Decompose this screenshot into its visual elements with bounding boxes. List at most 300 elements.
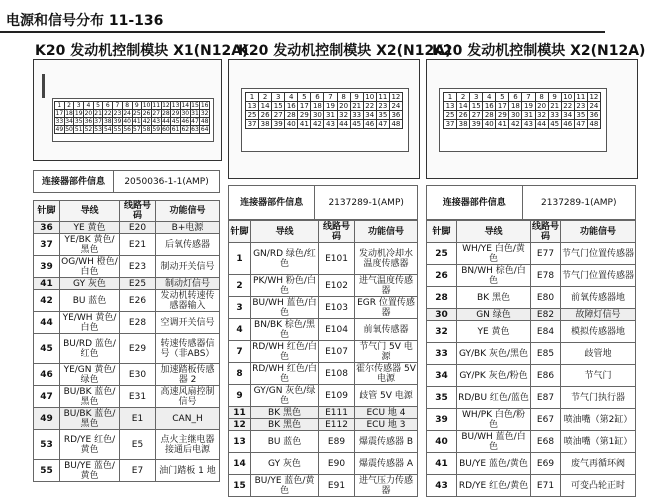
pin-cell: 2 — [457, 93, 470, 102]
function-signal: EGR 位置传感器 — [355, 297, 418, 319]
pin-number: 8 — [229, 363, 251, 385]
table-row — [427, 453, 636, 475]
pin-cell: 27 — [152, 110, 161, 117]
connector-x2-title-continued: K20 发动机控制模块 X2(N12A) — [432, 43, 645, 59]
pin-cell: 21 — [548, 102, 561, 111]
pin-cell: 13 — [444, 102, 457, 111]
connector-info-label: 连接器部件信息 — [34, 171, 114, 193]
wire-color: BN/WH 棕色/白色 — [457, 265, 531, 287]
pin-cell: 44 — [337, 120, 350, 129]
table-row — [229, 475, 418, 497]
pin-cell: 42 — [142, 118, 151, 125]
pin-cell: 47 — [574, 120, 587, 129]
pin-number: 26 — [427, 265, 457, 287]
connector-x1-info — [33, 170, 220, 193]
pin-number: 39 — [427, 409, 457, 431]
pin-cell: 48 — [389, 120, 402, 129]
table-row — [229, 385, 418, 407]
pin-number: 12 — [229, 419, 251, 431]
pin-number: 14 — [229, 453, 251, 475]
pin-cell: 9 — [132, 102, 142, 110]
pin-cell: 54 — [103, 126, 112, 133]
pin-cell: 23 — [376, 102, 389, 111]
table-row — [427, 321, 636, 343]
wire-color: WH/YE 白色/黄色 — [457, 243, 531, 265]
circuit-number: E85 — [531, 343, 561, 365]
circuit-number: E69 — [531, 453, 561, 475]
pin-number: 35 — [427, 387, 457, 409]
circuit-number: E5 — [120, 430, 156, 460]
function-signal: 节气门 5V 电源 — [355, 341, 418, 363]
pin-number: 3 — [229, 297, 251, 319]
pin-cell: 39 — [113, 118, 122, 125]
wire-color: YE/GN 黄色/绿色 — [60, 364, 120, 386]
pin-cell: 16 — [200, 102, 209, 109]
pin-cell: 15 — [470, 102, 483, 111]
table-row — [34, 222, 220, 234]
pin-cell: 49 — [55, 126, 64, 133]
pin-cell: 28 — [285, 111, 298, 120]
table-row — [229, 297, 418, 319]
circuit-number: E86 — [531, 365, 561, 387]
pin-cell: 50 — [65, 126, 73, 133]
wire-color: GN 绿色 — [457, 309, 531, 321]
pin-cell: 46 — [363, 120, 376, 129]
pin-number: 41 — [34, 278, 60, 290]
pin-number: 34 — [427, 365, 457, 387]
function-signal: 油门踏板 1 地 — [156, 460, 220, 482]
pin-cell: 51 — [74, 126, 83, 133]
wire-color: BU/WH 蓝色/白色 — [457, 431, 531, 453]
pin-cell: 64 — [200, 126, 209, 133]
wire-color: BU/BK 蓝色/黑色 — [60, 386, 120, 408]
pin-cell: 38 — [457, 120, 470, 129]
pin-cell: 42 — [509, 120, 522, 129]
pin-cell: 17 — [55, 110, 64, 117]
pin-cell: 11 — [376, 93, 389, 102]
pin-cell: 11 — [574, 93, 587, 102]
connector-x1-pin-table — [33, 200, 220, 482]
pin-cell: 7 — [522, 93, 535, 102]
connector-x2-panel-continued — [426, 40, 645, 491]
circuit-number: E112 — [319, 419, 355, 431]
table-row — [34, 290, 220, 312]
function-signal: 高速风扇控制信号 — [156, 386, 220, 408]
function-signal: 发动机冷却水温度传感器 — [355, 243, 418, 275]
connector-x2-diagram — [228, 59, 420, 179]
pin-cell: 23 — [574, 102, 587, 111]
circuit-number: E109 — [319, 385, 355, 407]
circuit-number: E90 — [319, 453, 355, 475]
pin-number: 30 — [427, 309, 457, 321]
function-signal: 前氧传感器地 — [561, 287, 636, 309]
table-row — [229, 275, 418, 297]
circuit-number: E84 — [531, 321, 561, 343]
column-header: 线路号码 — [120, 201, 156, 222]
wire-color: GY/BK 灰色/黑色 — [457, 343, 531, 365]
pin-cell: 17 — [298, 102, 311, 111]
pin-cell: 26 — [457, 111, 470, 120]
pin-cell: 29 — [171, 110, 180, 117]
function-signal: 进气温度传感器 — [355, 275, 418, 297]
pin-cell: 8 — [337, 93, 350, 102]
pin-cell: 6 — [103, 102, 113, 110]
pin-cell: 28 — [162, 110, 170, 117]
pin-cell: 30 — [181, 110, 190, 117]
pin-cell: 26 — [142, 110, 151, 117]
pin-cell: 19 — [324, 102, 337, 111]
pin-cell: 8 — [122, 102, 132, 110]
connector-x1-panel — [33, 40, 249, 486]
wire-color: RD/YE 红色/黄色 — [457, 475, 531, 497]
pin-cell: 31 — [324, 111, 337, 120]
pin-cell: 41 — [298, 120, 311, 129]
pin-cell: 43 — [152, 118, 161, 125]
pin-cell: 7 — [113, 102, 123, 110]
wire-color: YE 黄色 — [457, 321, 531, 343]
pin-number: 2 — [229, 275, 251, 297]
pin-cell: 22 — [103, 110, 112, 117]
function-signal: 前氧传感器 — [355, 319, 418, 341]
pin-cell: 18 — [509, 102, 522, 111]
function-signal: 节气门 — [561, 365, 636, 387]
function-signal: 节气门位置传感器 — [561, 265, 636, 287]
circuit-number: E77 — [531, 243, 561, 265]
pin-number: 40 — [427, 431, 457, 453]
pin-cell: 1 — [444, 93, 457, 102]
column-header: 功能信号 — [156, 201, 220, 222]
pin-cell: 9 — [350, 93, 363, 102]
pin-number: 32 — [427, 321, 457, 343]
wire-color: BU/BK 蓝色/黑色 — [60, 408, 120, 430]
table-row — [229, 243, 418, 275]
function-signal: 节气门执行器 — [561, 387, 636, 409]
connector-x1-title: K20 发动机控制模块 X1(N12A) — [35, 43, 249, 59]
table-row — [229, 407, 418, 419]
pin-number: 49 — [34, 408, 60, 430]
function-signal: 喷油嘴（第2缸） — [561, 409, 636, 431]
connector-x2-title: K20 发动机控制模块 X2(N12A) — [238, 43, 452, 59]
function-signal: 喷油嘴（第1缸） — [561, 431, 636, 453]
pin-cell: 33 — [548, 111, 561, 120]
pin-cell: 3 — [272, 93, 285, 102]
connector-info-label: 连接器部件信息 — [229, 186, 315, 220]
connector-info-label: 连接器部件信息 — [427, 186, 523, 220]
pin-cell: 47 — [376, 120, 389, 129]
wire-color: BU/YE 蓝色/黄色 — [251, 475, 319, 497]
wire-color: BU/WH 蓝色/白色 — [252, 297, 317, 318]
connector-part-number: 2137289-1(AMP) — [522, 186, 636, 220]
pin-cell: 4 — [483, 93, 496, 102]
pin-cell: 41 — [496, 120, 509, 129]
pin-cell: 21 — [94, 110, 102, 117]
table-row — [427, 243, 636, 265]
column-header: 功能信号 — [561, 221, 636, 243]
pin-cell: 29 — [298, 111, 311, 120]
pin-cell: 14 — [181, 102, 190, 109]
wire-color: BU/YE 蓝色/黄色 — [457, 453, 531, 475]
pin-cell: 16 — [285, 102, 298, 111]
wire-color: BU/YE 蓝色/黄色 — [60, 460, 120, 482]
pin-cell: 12 — [389, 93, 402, 102]
wire-color: GY/PK 灰色/粉色 — [457, 365, 531, 387]
table-row — [427, 409, 636, 431]
pin-cell: 44 — [535, 120, 548, 129]
circuit-number: E21 — [120, 234, 156, 256]
column-header: 功能信号 — [355, 221, 418, 243]
table-row — [34, 256, 220, 278]
column-header: 导线 — [457, 221, 531, 243]
wire-color: YE/BK 黄色/黑色 — [60, 234, 120, 256]
wire-color: RD/WH 红色/白色 — [252, 341, 317, 362]
wire-color: RD/BU 红色/蓝色 — [457, 387, 531, 409]
pin-number: 33 — [427, 343, 457, 365]
circuit-number: E68 — [531, 431, 561, 453]
pin-cell: 5 — [298, 93, 311, 102]
pin-cell: 13 — [171, 102, 180, 109]
pin-number: 37 — [34, 234, 60, 256]
table-row — [427, 287, 636, 309]
column-header: 线路号码 — [532, 221, 560, 242]
pin-cell: 17 — [496, 102, 509, 111]
function-signal: 歧管地 — [561, 343, 636, 365]
pin-cell: 63 — [191, 126, 199, 133]
pin-cell: 35 — [74, 118, 83, 125]
pin-number: 4 — [229, 319, 251, 341]
circuit-number: E78 — [531, 265, 561, 287]
pin-cell: 35 — [574, 111, 587, 120]
pin-cell: 37 — [246, 120, 259, 129]
column-header: 针脚 — [427, 221, 457, 243]
pin-cell: 24 — [587, 102, 600, 111]
wire-color: BU 蓝色 — [251, 431, 319, 453]
pin-cell: 40 — [483, 120, 496, 129]
wire-color: RD/YE 红色/黄色 — [60, 430, 120, 460]
pin-cell: 37 — [94, 118, 102, 125]
circuit-number: E29 — [120, 334, 156, 364]
pin-cell: 20 — [84, 110, 93, 117]
pin-cell: 56 — [123, 126, 131, 133]
table-row — [427, 343, 636, 365]
circuit-number: E20 — [120, 222, 156, 234]
connector-x2-pin-table-continued — [426, 220, 636, 497]
pin-cell: 48 — [587, 120, 600, 129]
header-divider — [0, 31, 605, 33]
function-signal: 后氧传感器 — [156, 234, 220, 256]
wire-color: WH/PK 白色/粉色 — [457, 409, 531, 431]
function-signal: ECU 地 3 — [355, 419, 418, 431]
pin-cell: 57 — [133, 126, 141, 133]
function-signal: 制动灯信号 — [156, 278, 220, 290]
pin-cell: 43 — [324, 120, 337, 129]
pin-cell: 36 — [84, 118, 93, 125]
pin-cell: 18 — [311, 102, 324, 111]
pin-number: 7 — [229, 341, 251, 363]
table-row — [427, 309, 636, 321]
pin-cell: 46 — [181, 118, 190, 125]
pin-cell: 29 — [496, 111, 509, 120]
pin-cell: 5 — [93, 102, 103, 110]
pin-cell: 25 — [246, 111, 259, 120]
wire-color: BN/BK 棕色/黑色 — [251, 319, 319, 341]
column-header: 针脚 — [229, 221, 251, 243]
pin-cell: 34 — [561, 111, 574, 120]
wire-color: BU 蓝色 — [60, 290, 120, 312]
pin-cell: 38 — [103, 118, 112, 125]
wire-color: BK 黑色 — [457, 287, 531, 309]
function-signal: 转速传感器信号（非ABS） — [156, 334, 220, 364]
function-signal: 故障灯信号 — [561, 309, 636, 321]
function-signal: 加速踏板传感器 2 — [156, 364, 220, 386]
pin-cell: 12 — [162, 102, 170, 109]
pin-cell: 61 — [171, 126, 180, 133]
pin-number: 1 — [229, 243, 251, 275]
pin-number: 15 — [229, 475, 251, 497]
pin-number: 41 — [427, 453, 457, 475]
circuit-number: E1 — [120, 408, 156, 430]
table-row — [427, 265, 636, 287]
pin-number: 9 — [229, 385, 251, 407]
wire-color: GN/RD 绿色/红色 — [251, 243, 319, 275]
wire-color: OG/WH 橙色/白色 — [61, 256, 118, 277]
column-header: 线路号码 — [319, 221, 355, 243]
pin-cell: 26 — [259, 111, 272, 120]
function-signal: 进气压力传感器 — [355, 475, 418, 497]
pin-number: 28 — [427, 287, 457, 309]
circuit-number: E111 — [319, 407, 355, 419]
pin-cell: 52 — [84, 126, 93, 133]
pin-cell: 25 — [444, 111, 457, 120]
circuit-number: E25 — [120, 278, 156, 290]
pin-cell: 4 — [285, 93, 298, 102]
function-signal: 歧管 5V 电源 — [355, 385, 418, 407]
connector-x2-diagram-continued — [426, 59, 638, 179]
pin-cell: 3 — [470, 93, 483, 102]
table-row — [229, 363, 418, 385]
pin-cell: 15 — [272, 102, 285, 111]
table-row — [34, 408, 220, 430]
pin-cell: 36 — [587, 111, 600, 120]
pin-cell: 6 — [509, 93, 522, 102]
pin-cell: 10 — [142, 102, 151, 109]
pin-cell: 46 — [561, 120, 574, 129]
pin-cell: 9 — [548, 93, 561, 102]
pin-cell: 41 — [133, 118, 141, 125]
pin-cell: 4 — [84, 102, 94, 110]
pin-cell: 10 — [561, 93, 574, 102]
pin-cell: 13 — [246, 102, 259, 111]
pin-cell: 12 — [587, 93, 600, 102]
table-row — [229, 431, 418, 453]
pin-number: 13 — [229, 431, 251, 453]
circuit-number: E102 — [319, 275, 355, 297]
circuit-number: E91 — [319, 475, 355, 497]
pin-cell: 55 — [113, 126, 122, 133]
pin-number: 36 — [34, 222, 60, 234]
pin-cell: 18 — [65, 110, 73, 117]
table-row — [34, 234, 220, 256]
wire-color: GY 灰色 — [251, 453, 319, 475]
pin-number: 43 — [427, 475, 457, 497]
pin-number: 47 — [34, 386, 60, 408]
table-row — [34, 278, 220, 290]
pin-cell: 40 — [285, 120, 298, 129]
connector-part-number: 2050036-1-1(AMP) — [114, 171, 220, 193]
pin-cell: 19 — [522, 102, 535, 111]
connector-x2-pin-grid-continued — [443, 92, 601, 129]
connector-x2-info-continued — [426, 185, 636, 220]
pin-cell: 25 — [133, 110, 141, 117]
pin-cell: 35 — [376, 111, 389, 120]
pin-cell: 1 — [246, 93, 259, 102]
pin-cell: 7 — [324, 93, 337, 102]
connector-x1-diagram — [33, 59, 222, 161]
table-row — [229, 453, 418, 475]
pin-cell: 37 — [444, 120, 457, 129]
pin-cell: 23 — [113, 110, 122, 117]
pin-cell: 45 — [171, 118, 180, 125]
page-header: 电源和信号分布 11-136 — [6, 13, 164, 29]
pin-number: 39 — [34, 256, 60, 278]
table-row — [229, 319, 418, 341]
table-row — [229, 419, 418, 431]
function-signal: 节气门位置传感器 — [561, 243, 636, 265]
function-signal: ECU 地 4 — [355, 407, 418, 419]
pin-cell: 60 — [162, 126, 170, 133]
pin-cell: 43 — [522, 120, 535, 129]
pin-cell: 34 — [65, 118, 73, 125]
pin-cell: 30 — [509, 111, 522, 120]
circuit-number: E31 — [120, 386, 156, 408]
pin-cell: 28 — [483, 111, 496, 120]
wire-color: BK 黑色 — [251, 419, 319, 431]
pin-cell: 14 — [259, 102, 272, 111]
function-signal: B+电源 — [156, 222, 220, 234]
wire-color: RD/WH 红色/白色 — [252, 363, 317, 384]
circuit-number: E71 — [531, 475, 561, 497]
pin-cell: 6 — [311, 93, 324, 102]
pin-number: 44 — [34, 312, 60, 334]
pin-cell: 42 — [311, 120, 324, 129]
wire-color: PK/WH 粉色/白色 — [251, 275, 319, 297]
function-signal: 发动机转速传感器输入 — [156, 290, 220, 312]
connector-x2-panel — [228, 40, 452, 496]
pin-cell: 24 — [389, 102, 402, 111]
pin-cell: 30 — [311, 111, 324, 120]
pin-cell: 2 — [259, 93, 272, 102]
wire-color: GY 灰色 — [60, 278, 120, 290]
pin-cell: 11 — [152, 102, 161, 109]
circuit-number: E103 — [319, 297, 355, 319]
function-signal: CAN_H — [156, 408, 220, 430]
function-signal: 制动开关信号 — [156, 256, 220, 278]
circuit-number: E108 — [319, 363, 355, 385]
function-signal: 霍尔传感器 5V 电源 — [356, 363, 416, 384]
circuit-number: E30 — [120, 364, 156, 386]
table-row — [34, 312, 220, 334]
circuit-number: E7 — [120, 460, 156, 482]
circuit-number: E80 — [531, 287, 561, 309]
pin-cell: 32 — [535, 111, 548, 120]
pin-cell: 53 — [94, 126, 102, 133]
pin-cell: 1 — [55, 102, 65, 110]
pin-cell: 5 — [496, 93, 509, 102]
table-row — [427, 387, 636, 409]
connector-part-number: 2137289-1(AMP) — [315, 186, 418, 220]
pin-cell: 34 — [363, 111, 376, 120]
function-signal: 模拟传感器地 — [561, 321, 636, 343]
column-header: 导线 — [60, 201, 120, 222]
